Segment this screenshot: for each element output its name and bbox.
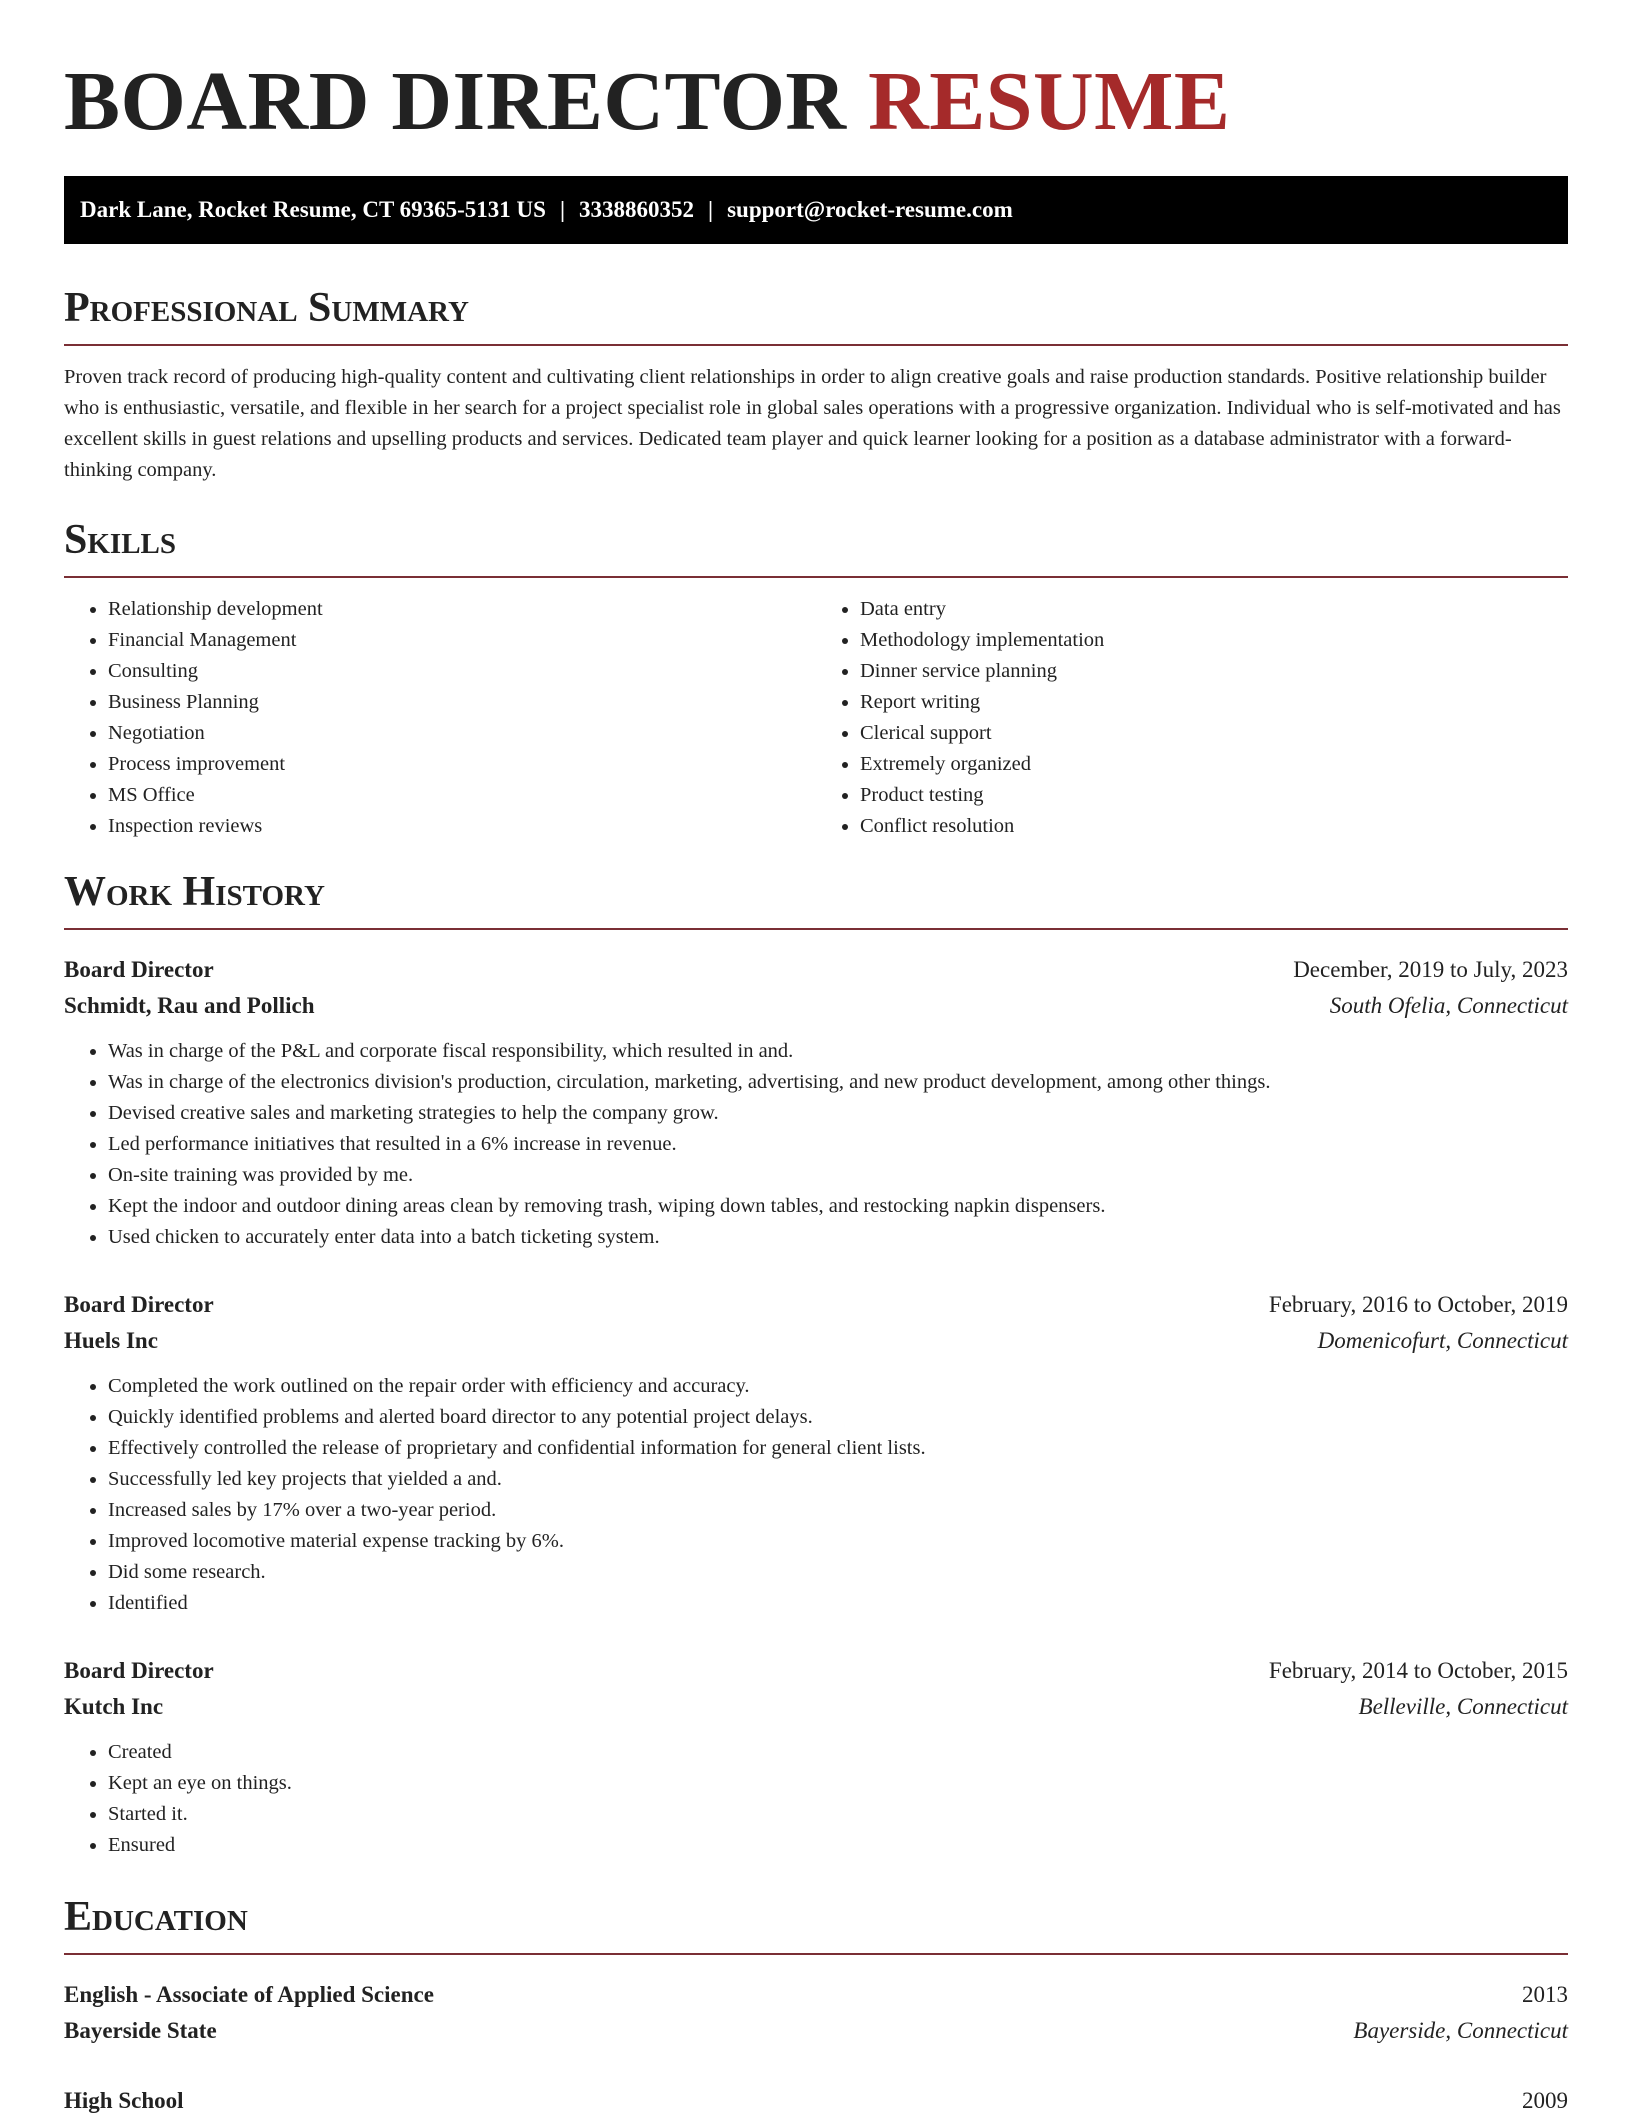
education-entry [64,2083,1568,2119]
job-dates: February, 2016 to October, 2019 [1268,1292,1568,1317]
skill-item: • Consulting [108,656,816,687]
section-title-summary: Professional Summary [64,285,469,331]
job-role: Board Director [64,1658,214,1683]
contact-phone: 3338860352 [579,197,695,222]
job-header-row [64,1653,1568,1689]
job-bullet: • Kept the indoor and outdoor dining areas clean by removing trash, wiping down tables, and restocking napkin dispensers. [108,1191,1568,1222]
education-year: 2013 [1522,1982,1568,2007]
job-bullet: • Increased sales by 17% over a two-year period. [108,1495,1568,1526]
section-title-education: Education [64,1894,248,1940]
job-entry [64,1653,1568,1861]
skill-item: • Conflict resolution [860,811,1568,842]
job-bullets [64,1737,1568,1861]
education-school-row [64,2013,1568,2049]
job-entry [64,952,1568,1253]
section-divider [64,344,1568,346]
job-company-row [64,988,1568,1024]
job-bullet: • Effectively controlled the release of proprietary and confidential information for general client lists. [108,1433,1568,1464]
job-bullet: • Was in charge of the electronics division's production, circulation, marketing, advertising, and new product development, among other things. [108,1067,1568,1098]
education-degree: English - Associate of Applied Science [64,1982,434,2007]
education-entry [64,1977,1568,2049]
job-header-row [64,952,1568,988]
job-location: South Ofelia, Connecticut [1329,993,1568,1018]
skill-item: • Report writing [860,687,1568,718]
skill-item: • Financial Management [108,625,816,656]
job-bullet: • Ensured [108,1830,1568,1861]
skill-item: • Inspection reviews [108,811,816,842]
job-bullet: • Successfully led key projects that yielded a and. [108,1464,1568,1495]
job-location: Domenicofurt, Connecticut [1317,1328,1568,1353]
education-location: Bayerside, Connecticut [1353,2018,1568,2043]
job-company-row [64,1689,1568,1725]
contact-separator: | [708,197,714,222]
job-role: Board Director [64,1292,214,1317]
skill-item: • Methodology implementation [860,625,1568,656]
job-bullet: • Used chicken to accurately enter data into a batch ticketing system. [108,1222,1568,1253]
section-title-skills: Skills [64,517,177,563]
section-divider [64,928,1568,930]
skill-item: • MS Office [108,780,816,811]
contact-separator: | [559,197,566,222]
job-dates: December, 2019 to July, 2023 [1293,957,1568,982]
job-bullet: • Started it. [108,1799,1568,1830]
job-company: Schmidt, Rau and Pollich [64,993,315,1018]
contact-email: support@rocket-resume.com [727,197,1013,222]
job-bullet: • Kept an eye on things. [108,1768,1568,1799]
job-bullet: • Improved locomotive material expense tracking by 6%. [108,1526,1568,1557]
job-bullet: • Quickly identified problems and alerted board director to any potential project delays. [108,1402,1568,1433]
contact-address: Dark Lane, Rocket Resume, CT 69365-5131 US [80,197,546,222]
skills-list [64,594,1568,842]
job-bullets [64,1036,1568,1253]
skill-item: • Relationship development [108,594,816,625]
job-company: Huels Inc [64,1328,158,1353]
skill-item: • Clerical support [860,718,1568,749]
section-divider [64,1953,1568,1955]
job-bullet: • On-site training was provided by me. [108,1160,1568,1191]
education-year: 2009 [1522,2088,1568,2113]
job-location: Belleville, Connecticut [1358,1694,1568,1719]
section-divider [64,576,1568,578]
title-accent: RESUME [868,55,1231,148]
contact-bar [64,176,1568,244]
skills-column-left [64,594,816,842]
resume-page [64,0,1568,2119]
job-bullet: • Devised creative sales and marketing strategies to help the company grow. [108,1098,1568,1129]
summary-text: Proven track record of producing high-quality content and cultivating client relationships in order to align creative goals and raise production standards. Positive relationship builder who is enthusiastic, versatile, and flexible in her search for a project specialist role in global sales operations with a progressive organization. Individual who is self-motivated and has excellent skills in guest relations and upselling products and services. Dedicated team player and quick learner looking for a position as a database administrator with a forward-thinking company. [64,366,1561,481]
job-role: Board Director [64,957,214,982]
title-main: BOARD DIRECTOR [64,55,847,148]
skill-item: • Negotiation [108,718,816,749]
job-company-row [64,1323,1568,1359]
job-dates: February, 2014 to October, 2015 [1268,1658,1568,1683]
skill-item: • Business Planning [108,687,816,718]
skill-item: • Process improvement [108,749,816,780]
job-bullet: • Did some research. [108,1557,1568,1588]
education-header-row [64,2083,1568,2119]
job-bullet: • Led performance initiatives that resulted in a 6% increase in revenue. [108,1129,1568,1160]
job-bullet: • Was in charge of the P&L and corporate fiscal responsibility, which resulted in and. [108,1036,1568,1067]
job-entry [64,1287,1568,1619]
job-header-row [64,1287,1568,1323]
skill-item: • Extremely organized [860,749,1568,780]
education-degree: High School [64,2088,184,2113]
skill-item: • Data entry [860,594,1568,625]
skills-column-right [816,594,1568,842]
education-header-row [64,1977,1568,2013]
job-bullet: • Identified [108,1588,1568,1619]
skill-item: • Dinner service planning [860,656,1568,687]
job-bullets [64,1371,1568,1619]
job-bullet: • Created [108,1737,1568,1768]
resume-title [64,0,1568,152]
education-school: Bayerside State [64,2018,217,2043]
job-company: Kutch Inc [64,1694,164,1719]
section-title-work-history: Work History [64,869,325,915]
skill-item: • Product testing [860,780,1568,811]
job-bullet: • Completed the work outlined on the repair order with efficiency and accuracy. [108,1371,1568,1402]
